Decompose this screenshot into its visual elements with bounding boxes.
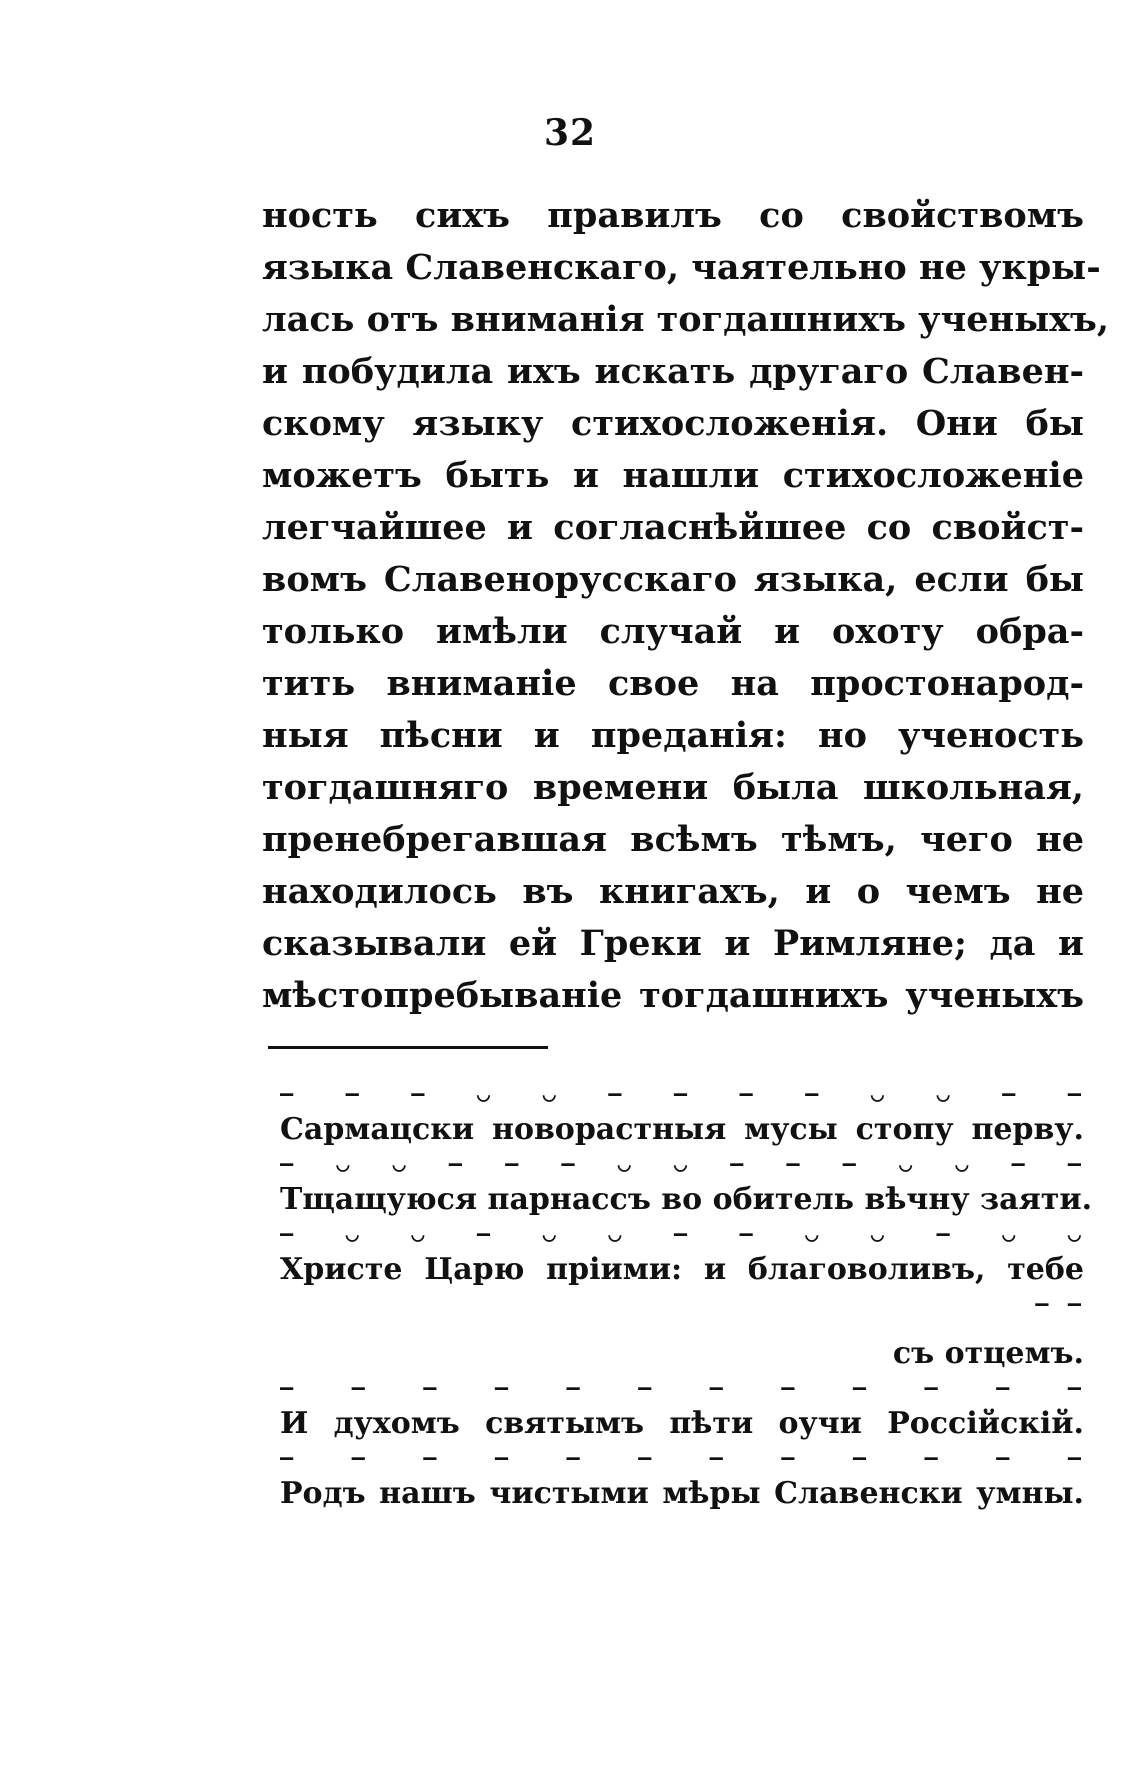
verse-line: Тщащуюся парнассъ во обитель вѣчну заяти. [280, 1182, 1093, 1217]
footnote-divider [268, 1046, 548, 1049]
meter-marks: — — — ◡ ◡ — — — — ◡ ◡ — — [280, 1082, 1084, 1107]
body-line: можетъ быть и нашли стихосложеніе [262, 455, 1084, 496]
body-line: вомъ Славенорусскаго языка, если бы [262, 559, 1084, 600]
meter-marks: — — [1035, 1292, 1084, 1317]
body-text [262, 190, 1110, 1022]
page-number: 32 [543, 112, 597, 154]
meter-marks: — — — — — — — — — — — — [280, 1446, 1084, 1471]
verse-line: Христе Царю пріими: и благоволивъ, тебе [280, 1252, 1084, 1287]
body-line: пренебрегавшая всѣмъ тѣмъ, чего не [262, 819, 1084, 860]
verse-line: Родъ нашъ чистыми мѣры Славенски умны. [280, 1476, 1084, 1511]
meter-marks: — ◡ ◡ — ◡ ◡ — — ◡ ◡ — ◡ ◡ [280, 1222, 1084, 1247]
verse-line: И духомъ святымъ пѣти оучи Россійскій. [280, 1406, 1084, 1441]
body-line: ныя пѣсни и преданія: но ученость [262, 715, 1084, 756]
body-line: тогдашняго времени была школьная, [262, 767, 1084, 808]
body-line: сказывали ей Греки и Римляне; да и [262, 923, 1084, 964]
body-line: и побудила ихъ искать другаго Славен- [262, 351, 1084, 392]
body-line: скому языку стихосложенія. Они бы [262, 403, 1084, 444]
body-line: ность сихъ правилъ со свойствомъ [262, 195, 1084, 236]
meter-marks: — ◡ ◡ — — — ◡ ◡ — — — ◡ ◡ — — [280, 1152, 1084, 1177]
meter-marks: — — — — — — — — — — — — [280, 1376, 1084, 1401]
body-line: мѣстопребываніе тогдашнихъ ученыхъ [262, 975, 1084, 1016]
verse-line: Сармацски новорастныя мусы стопу перву. [280, 1112, 1084, 1147]
body-line: языка Славенскаго, чаятельно не укры- [262, 247, 1101, 288]
footnote-verse [280, 1082, 1093, 1516]
body-line: тить вниманіе свое на простонарод- [262, 663, 1084, 704]
body-line: легчайшее и согласнѣйшее со свойст- [262, 507, 1084, 548]
body-line: лась отъ вниманія тогдашнихъ ученыхъ, [262, 299, 1110, 340]
body-line: только имѣли случай и охоту обра- [262, 611, 1084, 652]
body-line: находилось въ книгахъ, и о чемъ не [262, 871, 1084, 912]
verse-line: съ отцемъ. [892, 1336, 1084, 1371]
